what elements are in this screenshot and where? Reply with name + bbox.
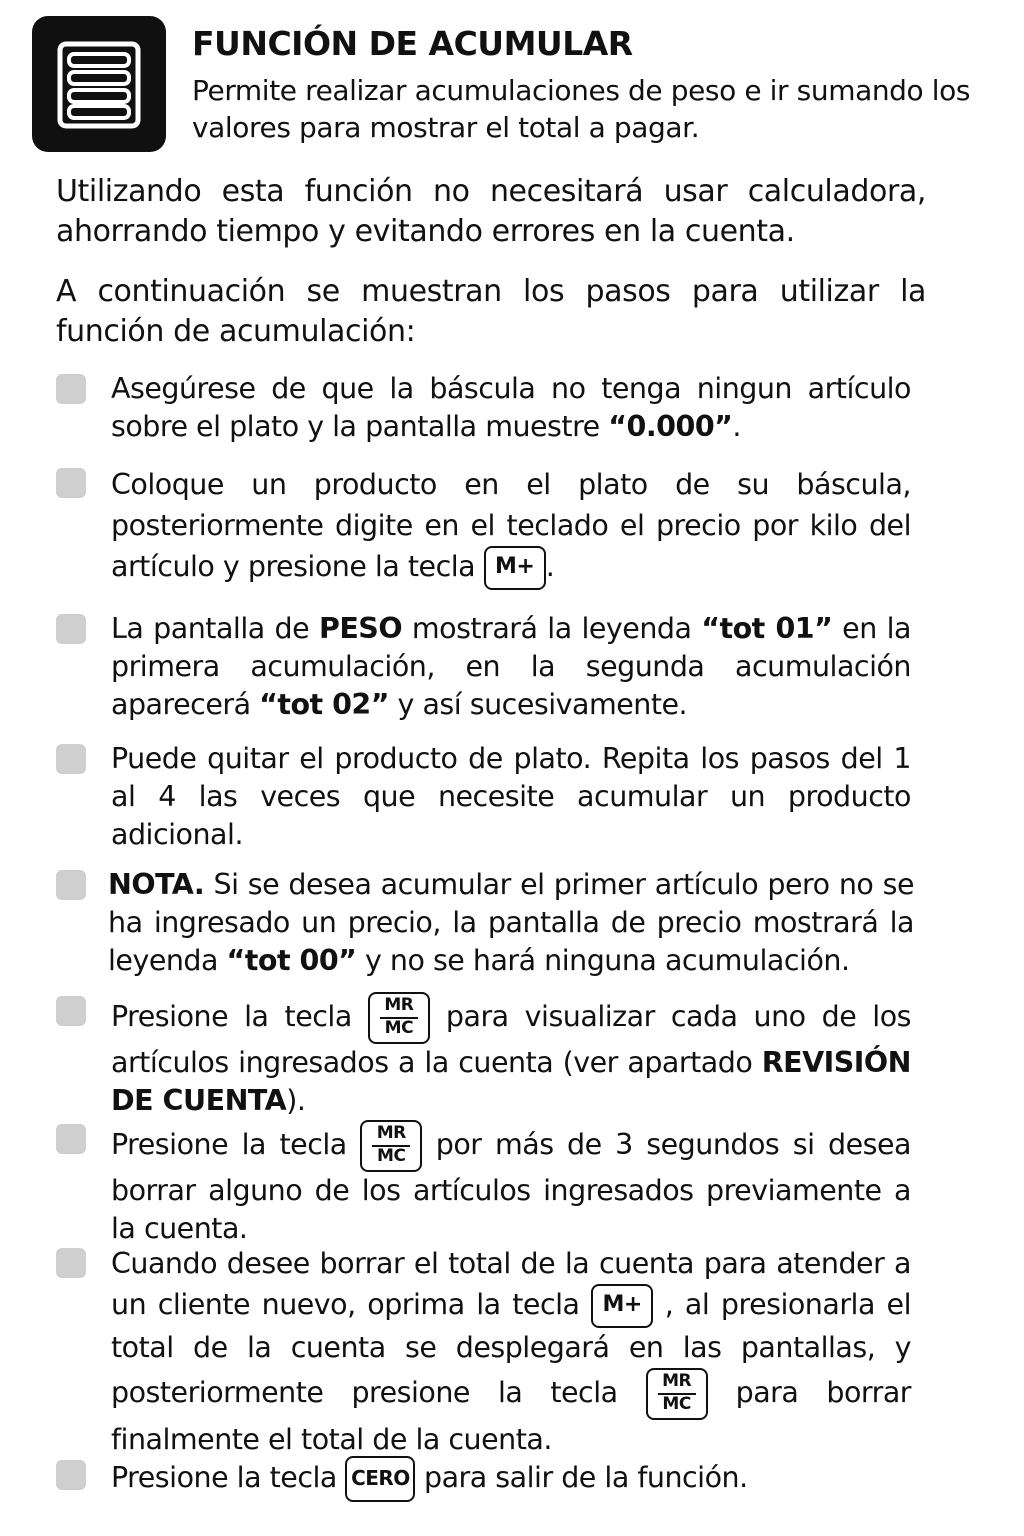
bullet-square-icon	[56, 744, 86, 774]
intro-paragraph: Utilizando esta función no necesitará usar calculadora, ahorrando tiempo y evitando errores en la cuenta.	[56, 174, 926, 249]
step-text: La pantalla de PESO mostrará la leyenda “tot 01” en la primera acumulación, en la segunda acumulación aparecerá “tot 02” y así sucesivamente.	[111, 612, 911, 721]
step-text: Asegúrese de que la báscula no tenga ningun artículo sobre el plato y la pantalla muestre “0.000”.	[111, 372, 911, 443]
bullet-square-icon	[56, 870, 86, 900]
note-text: NOTA. Si se desea acumular el primer artículo pero no se ha ingresado un precio, la pantalla de precio mostrará la leyenda “tot 00” y no se hará ninguna acumulación.	[108, 868, 914, 977]
m-plus-key: M+	[484, 546, 546, 590]
section-header	[32, 16, 984, 156]
bullet-square-icon	[56, 1460, 86, 1490]
step-text: Presione la tecla $\frac{MR}{MC}$ para visualizar cada uno de los artículos ingresados a la cuenta (ver apartado REVISIÓN DE CUENTA).	[111, 992, 911, 1120]
bullet-square-icon	[56, 1248, 86, 1278]
list-lines-icon	[32, 16, 166, 152]
mr-mc-key: $\frac{MR}{MC}$	[368, 992, 430, 1044]
step-text: Cuando desee borrar el total de la cuenta para atender a un cliente nuevo, oprima la tecla M+ , al presionarla el total de la cuenta se desplegará en las pantallas, y posteriormente presione la tecla $\frac{MR}{MC}$ para borrar finalmente el total de la cuenta.	[111, 1247, 912, 1456]
step-text: Presione la tecla CERO para salir de la función.	[111, 1456, 911, 1502]
intro-steps-lead: A continuación se muestran los pasos para utilizar la función de acumulación:	[56, 274, 926, 349]
page-title: FUNCIÓN DE ACUMULAR	[192, 24, 633, 63]
bullet-square-icon	[56, 614, 86, 644]
cero-key: CERO	[345, 1456, 415, 1502]
header-description: Permite realizar acumulaciones de peso e ir sumando los valores para mostrar el total a pagar.	[192, 74, 971, 144]
m-plus-key: M+	[591, 1284, 653, 1328]
bullet-square-icon	[56, 468, 86, 498]
step-text: Coloque un producto en el plato de su báscula, posteriormente digite en el teclado el precio por kilo del artículo y presione la tecla M+ .	[111, 464, 911, 590]
mr-mc-key: $\frac{MR}{MC}$	[646, 1368, 708, 1420]
bullet-square-icon	[56, 374, 86, 404]
step-text: Presione la tecla $\frac{MR}{MC}$ por más de 3 segundos si desea borrar alguno de los artículos ingresados previamente a la cuenta.	[111, 1120, 911, 1248]
mr-mc-key: $\frac{MR}{MC}$	[360, 1120, 422, 1172]
step-text: Puede quitar el producto de plato. Repita los pasos del 1 al 4 las veces que necesite acumular un producto adicional.	[111, 742, 911, 851]
bullet-square-icon	[56, 1124, 86, 1154]
bullet-square-icon	[56, 996, 86, 1026]
